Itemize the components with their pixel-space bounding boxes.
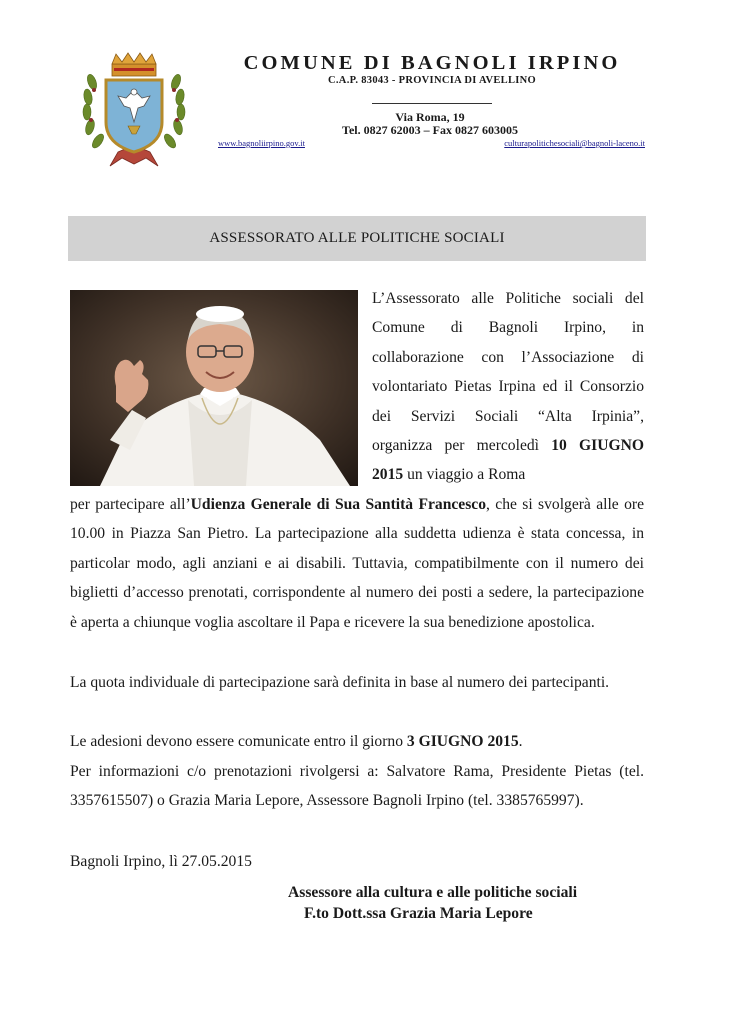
quota-paragraph: La quota individuale di partecipazione sarà definita in base al numero dei partecipanti. <box>70 674 610 691</box>
place-date: Bagnoli Irpino, lì 27.05.2015 <box>70 853 252 870</box>
signature-role: Assessore alla cultura e alle politiche sociali <box>288 884 578 901</box>
coat-of-arms-logo <box>78 52 190 170</box>
registration-end: . <box>518 733 523 750</box>
main-paragraph <box>70 490 644 637</box>
registration-deadline: 3 GIUGNO 2015 <box>406 733 519 750</box>
municipality-subtitle: C.A.P. 83043 - PROVINCIA DI AVELLINO <box>328 75 536 86</box>
header-divider <box>372 103 492 104</box>
audience-name: Udienza Generale di Sua Santità Francesco <box>190 496 487 513</box>
website-link[interactable]: www.bagnoliirpino.gov.it <box>218 138 305 148</box>
email-link[interactable]: culturapolitichesociali@bagnoli-laceno.it <box>504 138 645 148</box>
department-banner: ASSESSORATO ALLE POLITICHE SOCIALI <box>68 216 646 261</box>
registration-text: Le adesioni devono essere comunicate entro il giorno <box>70 733 407 750</box>
contact-paragraph: Per informazioni c/o prenotazioni rivolgersi a: Salvatore Rama, Presidente Pietas (tel. 3357615507) o Grazia Maria Lepore, Assessore Bagnoli Irpino (tel. 3385765997). <box>70 763 644 810</box>
address: Via Roma, 19 <box>395 110 465 124</box>
signature-name: F.to Dott.ssa Grazia Maria Lepore <box>304 905 533 922</box>
pope-photo <box>70 290 358 486</box>
intro-text-end: un viaggio a Roma <box>403 466 526 484</box>
intro-paragraph <box>372 284 644 490</box>
main-text-start: per partecipare all’ <box>70 496 191 513</box>
intro-text: L’Assessorato alle Politiche sociali del Comune di Bagnoli Irpino, in collaborazione con l’Associazione di volontariato Pietas Irpina ed il Consorzio dei Servizi Sociali “Alta Irpinia”, organizza per mercoledì <box>372 290 644 455</box>
registration-paragraph <box>70 727 644 756</box>
phone-fax: Tel. 0827 62003 – Fax 0827 603005 <box>342 123 518 137</box>
event-date: 10 GIUGNO 2015 <box>372 437 644 484</box>
municipality-title: COMUNE DI BAGNOLI IRPINO <box>243 52 621 74</box>
main-text: , che si svolgerà alle ore 10.00 in Piazza San Pietro. La partecipazione alla suddetta udienza è stata concessa, in particolar modo, agli anziani e ai disabili. Tuttavia, compatibilmente con il numero dei biglietti d’accesso prenotati, corrispondente al numero dei posti a sedere, la partecipazione è aperta a chiunque voglia ascoltare il Papa e ricevere la sua benedizione apostolica. <box>70 496 644 631</box>
